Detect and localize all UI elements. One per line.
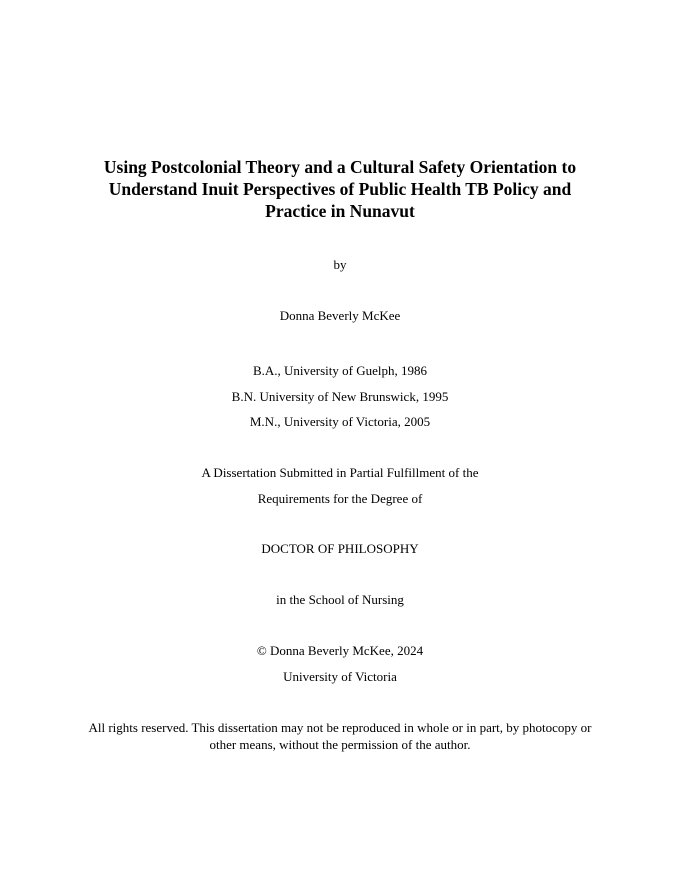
degree-name: DOCTOR OF PHILOSOPHY [261,541,419,556]
author-name: Donna Beverly McKee [279,308,401,323]
by-line: by [333,257,347,272]
submission-line-2: Requirements for the Degree of [257,491,423,506]
dissertation-title [60,156,620,222]
rights-line-2: other means, without the permission of the author. [209,737,471,752]
degree-ba: B.A., University of Guelph, 1986 [252,363,428,378]
rights-statement [70,719,610,753]
degree-bn: B.N. University of New Brunswick, 1995 [231,389,449,404]
title-line-3: Practice in Nunavut [265,201,415,221]
title-line-1: Using Postcolonial Theory and a Cultural Safety Orientation to [103,157,577,177]
degree-mn: M.N., University of Victoria, 2005 [249,414,431,429]
school-line: in the School of Nursing [276,592,404,607]
submission-line-1: A Dissertation Submitted in Partial Fulfillment of the [201,465,479,480]
copyright-line: © Donna Beverly McKee, 2024 [256,643,424,658]
title-line-2: Understand Inuit Perspectives of Public Health TB Policy and [108,179,572,199]
rights-line-1: All rights reserved. This dissertation may not be reproduced in whole or in part, by photocopy or [88,720,592,735]
institution-line: University of Victoria [283,669,397,684]
